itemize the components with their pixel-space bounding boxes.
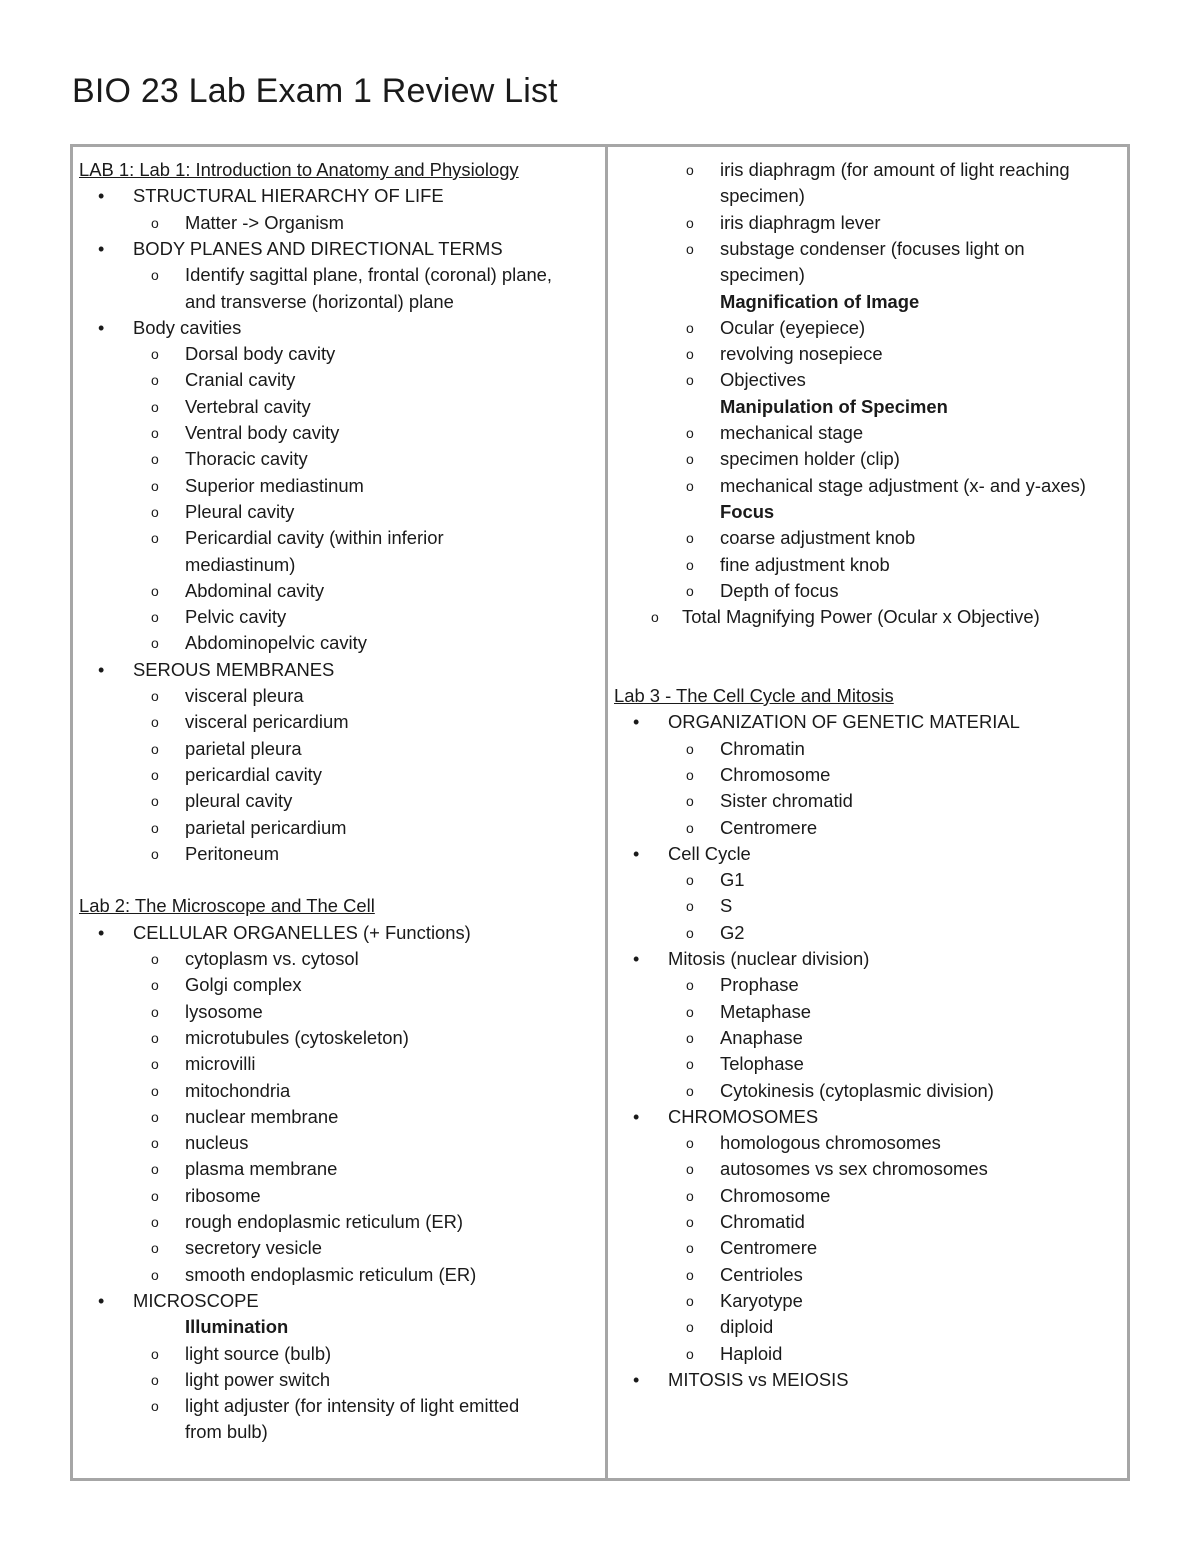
list-item: Centromere xyxy=(720,816,818,838)
bullet-circle-icon: o xyxy=(686,977,694,994)
bullet-circle-icon: o xyxy=(686,1345,694,1362)
bullet-circle-icon: o xyxy=(151,1240,159,1257)
list-item: mechanical stage adjustment (x- and y-axes) xyxy=(720,474,1086,496)
list-item: light power switch xyxy=(185,1368,331,1390)
subsection-label: Illumination xyxy=(185,1316,289,1338)
bullet-circle-icon: o xyxy=(151,714,159,731)
bullet-circle-icon: o xyxy=(151,793,159,810)
bullet-disc-icon: • xyxy=(98,186,105,207)
bullet-circle-icon: o xyxy=(686,1056,694,1073)
list-item: mechanical stage xyxy=(720,422,864,443)
list-item: rough endoplasmic reticulum (ER) xyxy=(185,1211,464,1232)
list-item: from bulb) xyxy=(185,1421,268,1443)
list-item: ribosome xyxy=(185,1184,261,1206)
bullet-circle-icon: o xyxy=(686,582,694,599)
list-item: microvilli xyxy=(185,1053,256,1075)
bullet-disc-icon: • xyxy=(98,317,105,338)
list-item: cytoplasm vs. cytosol xyxy=(185,948,359,969)
list-item: visceral pleura xyxy=(185,685,304,706)
list-item: Sister chromatid xyxy=(720,790,853,812)
list-item: Ventral body cavity xyxy=(185,422,340,443)
bullet-circle-icon: o xyxy=(686,898,694,915)
list-item: Chromosome xyxy=(720,763,831,785)
bullet-circle-icon: o xyxy=(151,503,159,520)
list-item: Objectives xyxy=(720,369,806,391)
bullet-circle-icon: o xyxy=(686,372,694,389)
list-item: and transverse (horizontal) plane xyxy=(185,290,454,312)
bullet-circle-icon: o xyxy=(686,451,694,468)
bullet-circle-icon: o xyxy=(686,1319,694,1336)
list-item: Haploid xyxy=(720,1342,783,1364)
list-item: Telophase xyxy=(720,1053,804,1075)
list-item: Karyotype xyxy=(720,1289,803,1311)
bullet-circle-icon: o xyxy=(151,398,159,415)
bullet-circle-icon: o xyxy=(686,793,694,810)
bullet-circle-icon: o xyxy=(151,267,159,284)
bullet-circle-icon: o xyxy=(151,346,159,363)
list-item: visceral pericardium xyxy=(185,711,349,733)
list-item: Body cavities xyxy=(133,316,242,338)
bullet-circle-icon: o xyxy=(686,766,694,783)
subsection-label: Magnification of Image xyxy=(720,290,920,312)
bullet-disc-icon: • xyxy=(98,659,105,680)
list-item: Centrioles xyxy=(720,1263,803,1285)
bullet-circle-icon: o xyxy=(686,1214,694,1230)
list-item: Golgi complex xyxy=(185,974,302,996)
list-item: mitochondria xyxy=(185,1079,291,1101)
bullet-circle-icon: o xyxy=(151,582,159,599)
list-item: Peritoneum xyxy=(185,842,280,864)
bullet-circle-icon: o xyxy=(151,1082,159,1099)
list-item: Superior mediastinum xyxy=(185,474,364,496)
bullet-circle-icon: o xyxy=(686,556,694,573)
bullet-circle-icon: o xyxy=(686,530,694,547)
bullet-circle-icon: o xyxy=(686,162,694,178)
list-item: nuclear membrane xyxy=(185,1105,339,1127)
bullet-circle-icon: o xyxy=(686,346,694,363)
review-table xyxy=(70,144,1130,1481)
bullet-circle-icon: o xyxy=(151,1345,159,1362)
bullet-circle-icon: o xyxy=(151,635,159,652)
list-item: smooth endoplasmic reticulum (ER) xyxy=(185,1263,477,1285)
list-item: STRUCTURAL HIERARCHY OF LIFE xyxy=(133,185,444,207)
list-item: microtubules (cytoskeleton) xyxy=(185,1026,409,1048)
bullet-circle-icon: o xyxy=(686,1003,694,1020)
bullet-circle-icon: o xyxy=(686,1292,694,1309)
bullet-circle-icon: o xyxy=(686,240,694,257)
bullet-circle-icon: o xyxy=(686,740,694,757)
bullet-circle-icon: o xyxy=(686,1029,694,1046)
list-item: BODY PLANES AND DIRECTIONAL TERMS xyxy=(133,237,503,259)
list-item: Identify sagittal plane, frontal (coronal) plane, xyxy=(185,264,553,286)
bullet-circle-icon: o xyxy=(151,977,159,994)
bullet-circle-icon: o xyxy=(151,1187,159,1204)
bullet-circle-icon: o xyxy=(151,425,159,441)
list-item: Pelvic cavity xyxy=(185,606,287,628)
list-item: ORGANIZATION OF GENETIC MATERIAL xyxy=(668,711,1020,733)
list-item: parietal pericardium xyxy=(185,816,347,838)
bullet-circle-icon: o xyxy=(686,1135,694,1152)
bullet-circle-icon: o xyxy=(151,740,159,757)
bullet-circle-icon: o xyxy=(151,1161,159,1178)
list-item: G2 xyxy=(720,921,745,943)
list-item: Depth of focus xyxy=(720,579,839,601)
bullet-circle-icon: o xyxy=(151,1003,159,1020)
list-item: Matter -> Organism xyxy=(185,211,344,233)
bullet-circle-icon: o xyxy=(151,1029,159,1046)
list-item: Cranial cavity xyxy=(185,369,296,391)
bullet-disc-icon: • xyxy=(98,1290,105,1311)
list-item: Ocular (eyepiece) xyxy=(720,316,866,338)
bullet-circle-icon: o xyxy=(686,924,694,941)
list-item: S xyxy=(720,895,733,917)
bullet-circle-icon: o xyxy=(151,1056,159,1073)
bullet-circle-icon: o xyxy=(151,1398,159,1415)
list-item: pleural cavity xyxy=(185,790,293,812)
bullet-circle-icon: o xyxy=(151,451,159,468)
bullet-circle-icon: o xyxy=(151,1266,159,1283)
column-divider xyxy=(605,147,608,1478)
list-item: Metaphase xyxy=(720,1000,811,1022)
bullet-circle-icon: o xyxy=(686,425,694,441)
list-item: autosomes vs sex chromosomes xyxy=(720,1158,988,1180)
list-item: Cell Cycle xyxy=(668,842,751,864)
bullet-circle-icon: o xyxy=(686,1240,694,1257)
list-item: Thoracic cavity xyxy=(185,448,308,470)
list-item: specimen holder (clip) xyxy=(720,448,900,470)
section-heading: Lab 3 - The Cell Cycle and Mitosis xyxy=(614,685,894,706)
bullet-circle-icon: o xyxy=(686,819,694,836)
list-item: Abdominopelvic cavity xyxy=(185,632,367,654)
list-item: Chromosome xyxy=(720,1184,831,1206)
bullet-circle-icon: o xyxy=(686,319,694,336)
list-item: Chromatin xyxy=(720,737,805,759)
bullet-disc-icon: • xyxy=(98,238,105,259)
list-item: mediastinum) xyxy=(185,553,296,575)
list-item: Dorsal body cavity xyxy=(185,343,336,365)
list-item: revolving nosepiece xyxy=(720,343,883,365)
bullet-disc-icon: • xyxy=(633,1369,640,1390)
list-item: parietal pleura xyxy=(185,737,302,759)
bullet-circle-icon: o xyxy=(151,688,159,704)
list-item: homologous chromosomes xyxy=(720,1132,941,1154)
list-item: fine adjustment knob xyxy=(720,553,890,575)
list-item: substage condenser (focuses light on xyxy=(720,237,1025,259)
list-item: CELLULAR ORGANELLES (+ Functions) xyxy=(133,921,471,943)
bullet-circle-icon: o xyxy=(651,609,659,626)
section-heading: LAB 1: Lab 1: Introduction to Anatomy and Physiology xyxy=(79,159,519,180)
list-item: iris diaphragm lever xyxy=(720,211,881,233)
bullet-circle-icon: o xyxy=(686,872,694,889)
list-item: MITOSIS vs MEIOSIS xyxy=(668,1368,849,1390)
bullet-circle-icon: o xyxy=(686,1082,694,1099)
bullet-circle-icon: o xyxy=(151,477,159,494)
bullet-disc-icon: • xyxy=(633,1106,640,1127)
list-item: MICROSCOPE xyxy=(133,1289,259,1311)
list-item: coarse adjustment knob xyxy=(720,527,916,549)
list-item: specimen) xyxy=(720,264,805,286)
list-item: Prophase xyxy=(720,974,799,996)
list-item: Mitosis (nuclear division) xyxy=(668,948,870,969)
list-item: light source (bulb) xyxy=(185,1342,332,1364)
list-item: pericardial cavity xyxy=(185,763,322,785)
list-item: Chromatid xyxy=(720,1211,805,1232)
list-item: lysosome xyxy=(185,1000,263,1022)
bullet-circle-icon: o xyxy=(151,1135,159,1152)
list-item: Vertebral cavity xyxy=(185,395,311,417)
bullet-disc-icon: • xyxy=(98,922,105,943)
subsection-label: Focus xyxy=(720,500,775,522)
subsection-label: Manipulation of Specimen xyxy=(720,395,948,417)
section-heading: Lab 2: The Microscope and The Cell xyxy=(79,895,375,917)
list-item: light adjuster (for intensity of light emitted xyxy=(185,1395,520,1417)
list-item: G1 xyxy=(720,869,745,891)
list-item: Pericardial cavity (within inferior xyxy=(185,527,444,549)
list-item: SEROUS MEMBRANES xyxy=(133,658,335,680)
bullet-circle-icon: o xyxy=(686,214,694,231)
bullet-circle-icon: o xyxy=(151,1371,159,1388)
page-title: BIO 23 Lab Exam 1 Review List xyxy=(72,72,558,110)
bullet-circle-icon: o xyxy=(151,1108,159,1125)
bullet-disc-icon: • xyxy=(633,949,640,969)
bullet-circle-icon: o xyxy=(151,819,159,836)
bullet-circle-icon: o xyxy=(151,372,159,389)
bullet-circle-icon: o xyxy=(686,477,694,494)
list-item: nucleus xyxy=(185,1132,249,1154)
list-item: specimen) xyxy=(720,185,805,207)
list-item: diploid xyxy=(720,1316,774,1338)
list-item: iris diaphragm (for amount of light reaching xyxy=(720,159,1070,180)
list-item: Abdominal cavity xyxy=(185,579,325,601)
bullet-disc-icon: • xyxy=(633,843,640,864)
bullet-circle-icon: o xyxy=(686,1266,694,1283)
list-item: Total Magnifying Power (Ocular x Objective) xyxy=(682,606,1040,628)
bullet-circle-icon: o xyxy=(151,609,159,626)
bullet-disc-icon: • xyxy=(633,712,640,733)
list-item: Pleural cavity xyxy=(185,500,295,522)
bullet-circle-icon: o xyxy=(686,1161,694,1178)
bullet-circle-icon: o xyxy=(686,1187,694,1204)
bullet-circle-icon: o xyxy=(151,951,159,967)
list-item: secretory vesicle xyxy=(185,1237,322,1259)
list-item: Cytokinesis (cytoplasmic division) xyxy=(720,1079,994,1101)
list-item: plasma membrane xyxy=(185,1158,338,1180)
list-item: Anaphase xyxy=(720,1026,803,1048)
bullet-circle-icon: o xyxy=(151,214,159,231)
bullet-circle-icon: o xyxy=(151,766,159,783)
list-item: Centromere xyxy=(720,1237,818,1259)
list-item: CHROMOSOMES xyxy=(668,1105,819,1127)
bullet-circle-icon: o xyxy=(151,530,159,547)
bullet-circle-icon: o xyxy=(151,1214,159,1230)
bullet-circle-icon: o xyxy=(151,845,159,862)
